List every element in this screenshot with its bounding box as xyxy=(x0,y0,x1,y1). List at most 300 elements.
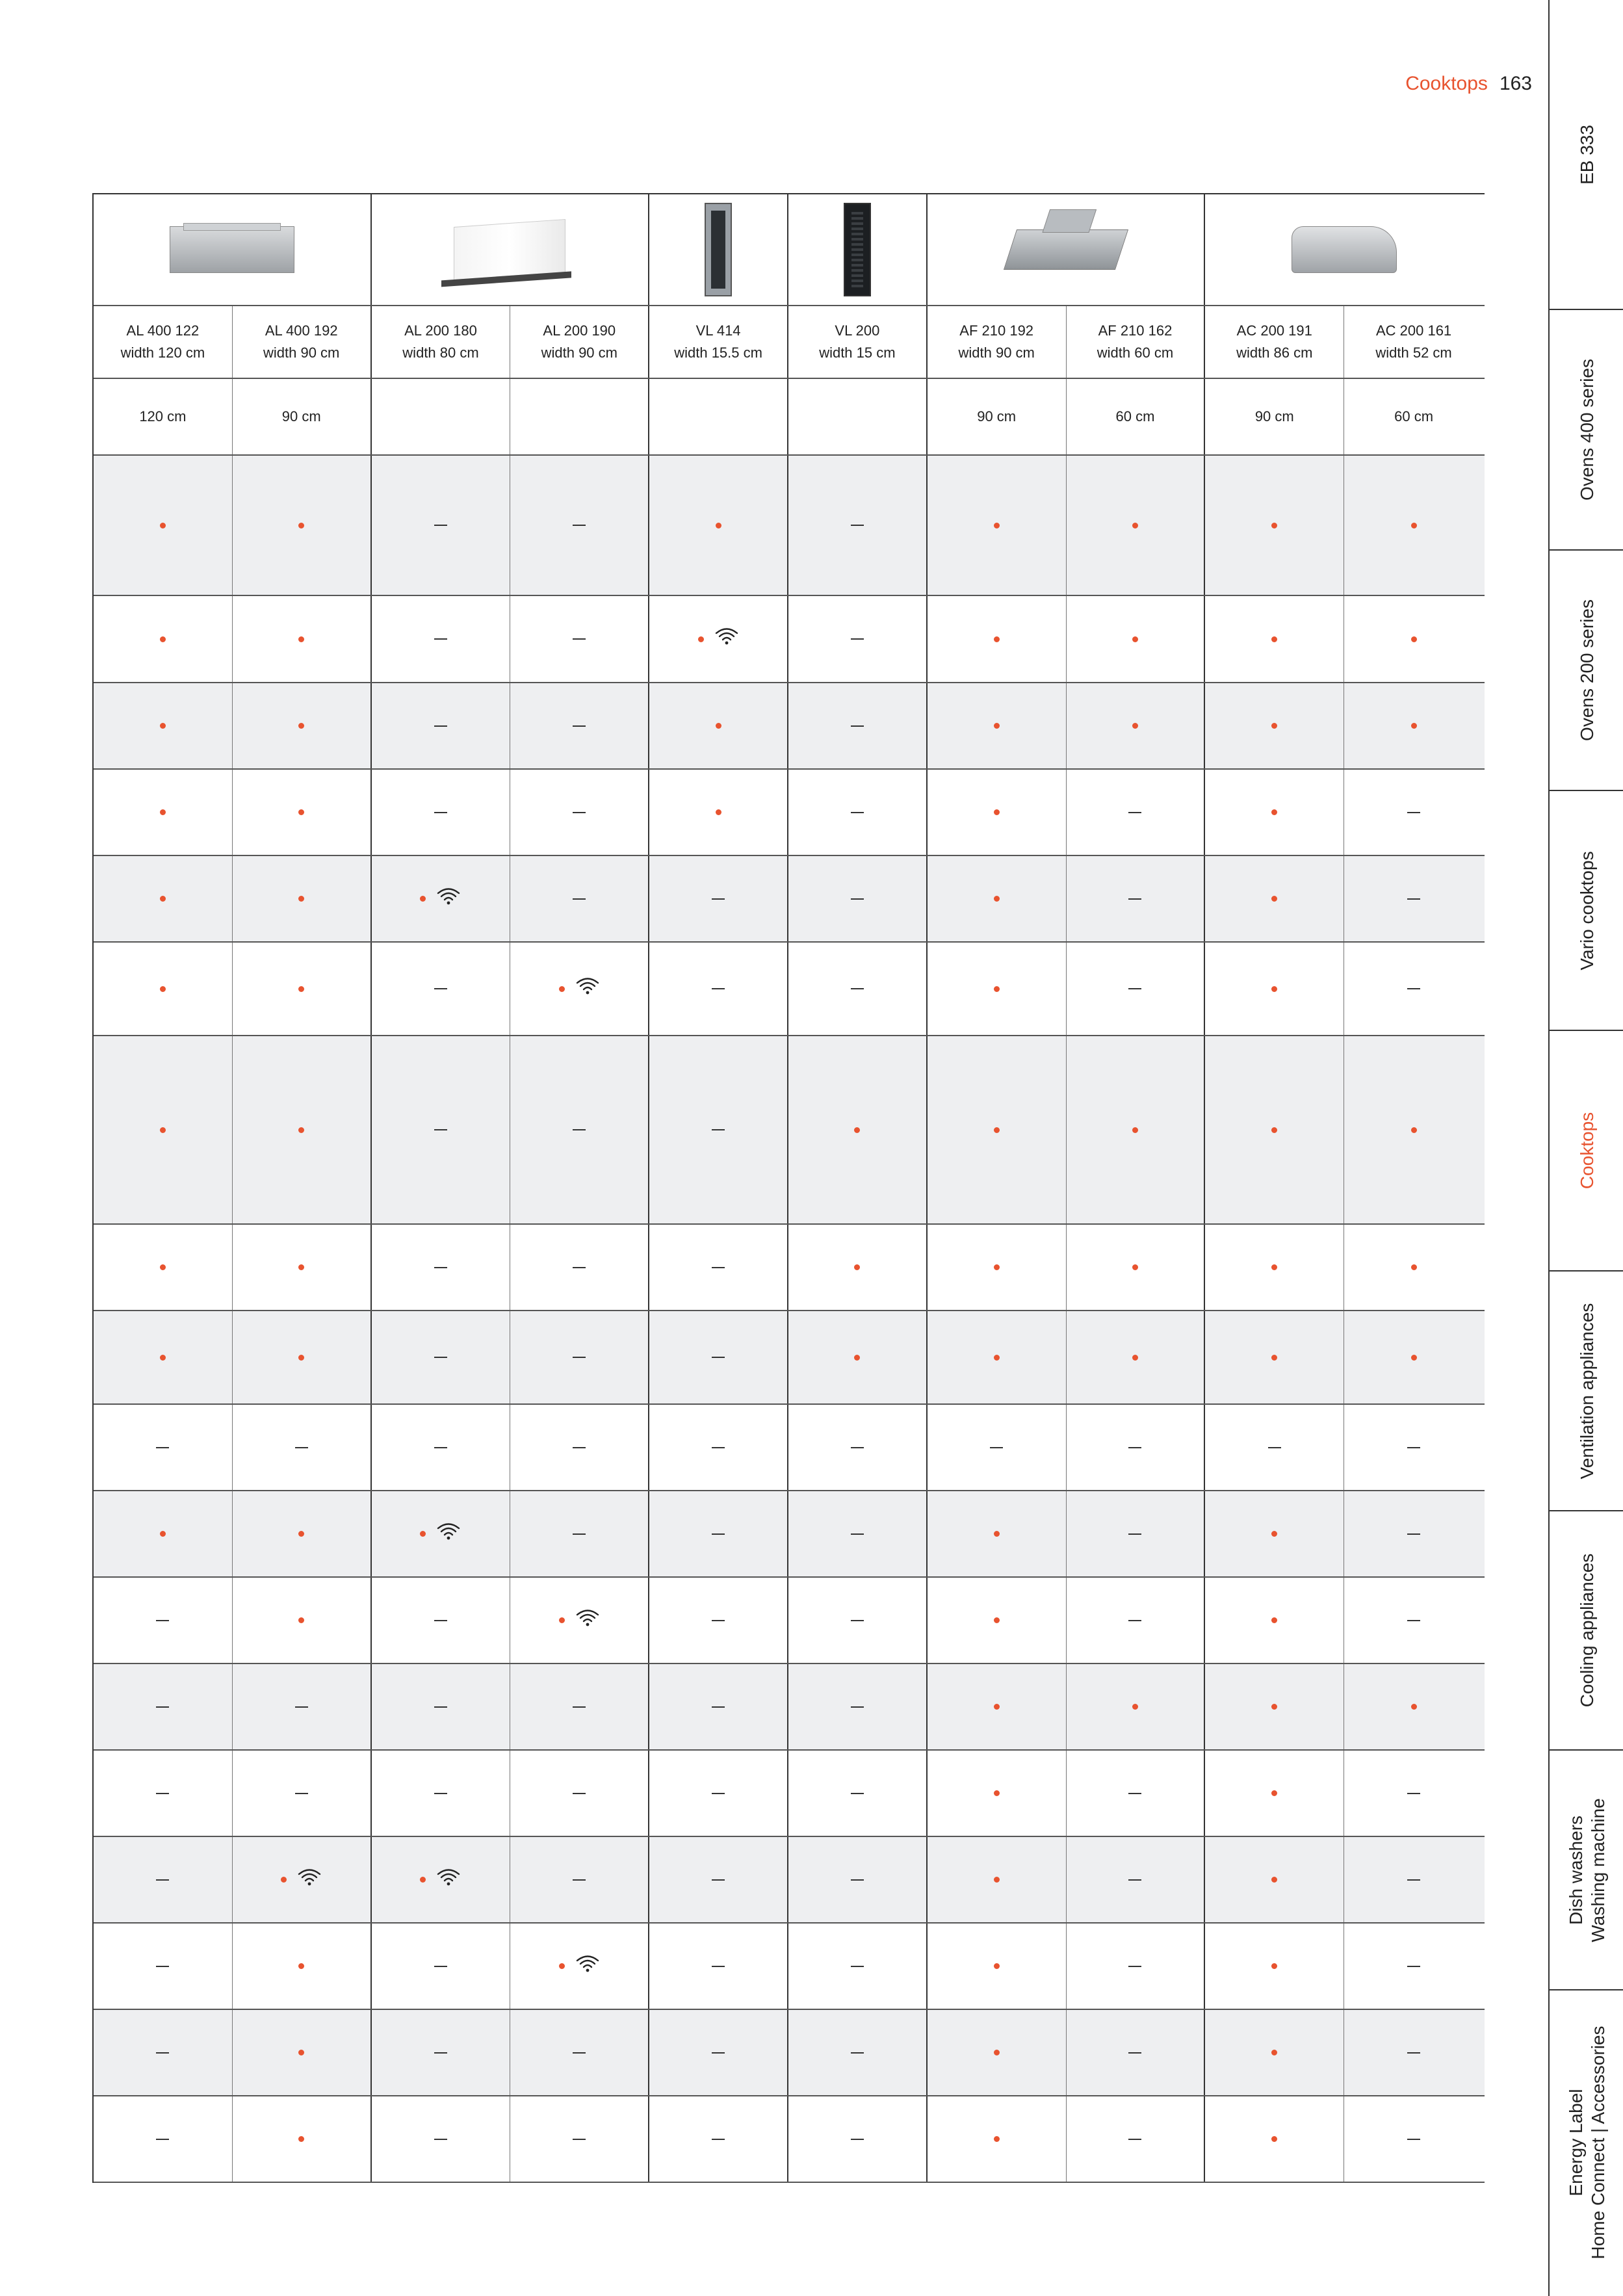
feature-dot xyxy=(994,986,1000,992)
not-available-dash xyxy=(851,812,864,813)
not-available-dash xyxy=(573,898,586,900)
feature-dot xyxy=(298,1127,304,1133)
model-name: VL 414 xyxy=(695,322,741,339)
model-width: width 80 cm xyxy=(402,345,479,361)
model-name: VL 200 xyxy=(835,322,880,339)
feature-cell xyxy=(1205,2096,1344,2182)
feature-cell xyxy=(928,1924,1067,2009)
feature-cell xyxy=(1067,1924,1206,2009)
home-connect-feature xyxy=(420,1521,461,1547)
tab-label-line: Cooling appliances xyxy=(1576,1553,1597,1708)
cooktop-width-value: 90 cm xyxy=(977,408,1017,424)
not-available-dash xyxy=(851,638,864,640)
model-name: AL 400 192 xyxy=(265,322,338,339)
tab-label-line: Ovens 200 series xyxy=(1576,599,1597,741)
feature-cell xyxy=(510,2096,649,2182)
not-available-dash xyxy=(434,2052,447,2054)
feature-cell xyxy=(233,1491,372,1576)
feature-dot xyxy=(698,636,704,642)
section-tab-dish-washers[interactable] xyxy=(1550,1751,1623,1990)
feature-cell xyxy=(510,1924,649,2009)
feature-cell xyxy=(510,943,649,1035)
cooktop-width-cell xyxy=(233,379,372,454)
feature-cell xyxy=(1067,1751,1206,1836)
section-tab-ovens-400-series[interactable] xyxy=(1550,310,1623,551)
feature-row xyxy=(94,2010,1485,2096)
feature-cell xyxy=(510,1036,649,1223)
feature-cell xyxy=(1067,1311,1206,1403)
feature-dot xyxy=(1411,636,1417,642)
feature-cell xyxy=(788,2010,928,2095)
feature-cell xyxy=(233,683,372,768)
feature-dot xyxy=(559,1617,565,1623)
feature-dot xyxy=(994,1355,1000,1361)
feature-cell xyxy=(788,1578,928,1663)
feature-dot xyxy=(1271,1963,1277,1969)
feature-dot xyxy=(1271,1617,1277,1623)
feature-dot xyxy=(559,1963,565,1969)
home-connect-wifi-icon xyxy=(436,886,461,912)
feature-cell xyxy=(1205,456,1344,595)
not-available-dash xyxy=(1128,1793,1141,1794)
feature-cell xyxy=(788,1751,928,1836)
not-available-dash xyxy=(1407,2052,1420,2054)
feature-cell xyxy=(233,596,372,682)
feature-cell xyxy=(649,770,788,855)
feature-cell xyxy=(372,456,511,595)
feature-cell xyxy=(649,1036,788,1223)
feature-cell xyxy=(94,683,233,768)
feature-cell xyxy=(510,1578,649,1663)
tab-label xyxy=(1576,1554,1598,1708)
not-available-dash xyxy=(573,725,586,727)
feature-cell xyxy=(1205,1405,1344,1490)
tab-label-line: Dish washers xyxy=(1565,1815,1586,1925)
feature-cell xyxy=(1344,1837,1483,1922)
not-available-dash xyxy=(1128,1879,1141,1881)
tab-label-line: Ventilation appliances xyxy=(1576,1303,1597,1479)
feature-cell xyxy=(928,2096,1067,2182)
feature-cell xyxy=(510,1225,649,1310)
model-width: width 90 cm xyxy=(958,345,1035,361)
feature-cell xyxy=(1067,1491,1206,1576)
not-available-dash xyxy=(434,988,447,989)
feature-dot xyxy=(854,1127,860,1133)
feature-cell xyxy=(372,1578,511,1663)
not-available-dash xyxy=(573,1447,586,1448)
not-available-dash xyxy=(573,525,586,526)
feature-row xyxy=(94,1036,1485,1225)
feature-cell xyxy=(928,1311,1067,1403)
not-available-dash xyxy=(712,1447,725,1448)
feature-cell xyxy=(372,943,511,1035)
feature-dot xyxy=(1271,1264,1277,1270)
feature-cell xyxy=(94,1225,233,1310)
feature-cell xyxy=(1344,596,1483,682)
home-connect-feature xyxy=(281,1867,322,1893)
feature-cell xyxy=(372,2010,511,2095)
feature-cell xyxy=(233,1751,372,1836)
feature-cell xyxy=(94,856,233,941)
feature-row xyxy=(94,1924,1485,2010)
cooktop-width-value: 60 cm xyxy=(1115,408,1155,424)
feature-dot xyxy=(420,896,426,902)
product-image-cell xyxy=(94,194,372,305)
feature-cell xyxy=(928,456,1067,595)
feature-cell xyxy=(372,1751,511,1836)
not-available-dash xyxy=(434,1966,447,1967)
not-available-dash xyxy=(434,1706,447,1708)
feature-dot xyxy=(1411,1127,1417,1133)
feature-cell xyxy=(788,456,928,595)
not-available-dash xyxy=(1407,2139,1420,2140)
feature-dot xyxy=(160,523,166,528)
cooktop-width-cell xyxy=(928,379,1067,454)
feature-dot xyxy=(298,2136,304,2142)
feature-dot xyxy=(1411,723,1417,729)
not-available-dash xyxy=(1407,1966,1420,1967)
product-image-cell xyxy=(788,194,928,305)
not-available-dash xyxy=(434,1620,447,1621)
not-available-dash xyxy=(156,1966,169,1967)
feature-cell xyxy=(510,1491,649,1576)
home-connect-wifi-icon xyxy=(436,1521,461,1547)
model-cell xyxy=(788,306,928,378)
feature-cell xyxy=(928,1225,1067,1310)
feature-dot xyxy=(1411,1355,1417,1361)
feature-dot xyxy=(1132,1355,1138,1361)
cooktop-width-value: 90 cm xyxy=(1254,408,1294,424)
section-tab-ovens-200-series[interactable] xyxy=(1550,551,1623,791)
not-available-dash xyxy=(434,638,447,640)
model-cell xyxy=(928,306,1067,378)
not-available-dash xyxy=(712,1357,725,1358)
feature-dot xyxy=(160,1531,166,1537)
tab-label xyxy=(1565,1798,1609,1942)
feature-cell xyxy=(1205,1751,1344,1836)
product-image-cell xyxy=(1205,194,1483,305)
not-available-dash xyxy=(712,2139,725,2140)
feature-cell xyxy=(1205,1491,1344,1576)
feature-cell xyxy=(649,596,788,682)
feature-dot xyxy=(1132,636,1138,642)
feature-cell xyxy=(928,1491,1067,1576)
feature-cell xyxy=(510,2010,649,2095)
not-available-dash xyxy=(1128,2052,1141,2054)
model-width: width 120 cm xyxy=(120,345,205,361)
feature-cell xyxy=(1205,1311,1344,1403)
feature-dot xyxy=(298,723,304,729)
feature-dot xyxy=(1411,1704,1417,1710)
feature-cell xyxy=(510,1751,649,1836)
feature-dot xyxy=(160,1127,166,1133)
feature-dot xyxy=(298,1264,304,1270)
feature-cell xyxy=(1205,596,1344,682)
feature-row xyxy=(94,2096,1485,2183)
feature-dot xyxy=(1132,1704,1138,1710)
feature-cell xyxy=(372,1924,511,2009)
feature-dot xyxy=(994,523,1000,528)
feature-cell xyxy=(928,1578,1067,1663)
cooktop-width-cell xyxy=(649,379,788,454)
feature-dot xyxy=(298,1531,304,1537)
feature-dot xyxy=(160,636,166,642)
feature-cell xyxy=(1344,1036,1483,1223)
feature-cell xyxy=(233,856,372,941)
feature-dot xyxy=(160,723,166,729)
feature-dot xyxy=(1271,1127,1277,1133)
comparison-table xyxy=(92,193,1485,2183)
feature-row xyxy=(94,943,1485,1036)
not-available-dash xyxy=(434,2139,447,2140)
not-available-dash xyxy=(851,1533,864,1535)
feature-cell xyxy=(1344,856,1483,941)
feature-cell xyxy=(649,1405,788,1490)
feature-row xyxy=(94,856,1485,943)
feature-cell xyxy=(928,1751,1067,1836)
feature-dot xyxy=(1271,1355,1277,1361)
not-available-dash xyxy=(1128,1533,1141,1535)
feature-dot xyxy=(298,896,304,902)
not-available-dash xyxy=(573,812,586,813)
feature-cell xyxy=(233,1405,372,1490)
feature-cell xyxy=(788,856,928,941)
model-cell xyxy=(233,306,372,378)
feature-cell xyxy=(1344,1664,1483,1749)
not-available-dash xyxy=(156,1706,169,1708)
cooktop-width-cell xyxy=(372,379,511,454)
feature-cell xyxy=(1067,1578,1206,1663)
not-available-dash xyxy=(1407,1879,1420,1881)
feature-cell xyxy=(649,683,788,768)
feature-cell xyxy=(788,1924,928,2009)
feature-cell xyxy=(1205,1664,1344,1749)
model-width: width 60 cm xyxy=(1097,345,1174,361)
section-tab-ventilation-appliances[interactable] xyxy=(1550,1272,1623,1511)
model-name: AC 200 161 xyxy=(1375,322,1452,339)
not-available-dash xyxy=(573,1533,586,1535)
feature-cell xyxy=(94,770,233,855)
model-width: width 90 cm xyxy=(263,345,340,361)
feature-cell xyxy=(649,1664,788,1749)
not-available-dash xyxy=(295,1793,308,1794)
feature-cell xyxy=(1344,1311,1483,1403)
not-available-dash xyxy=(573,1706,586,1708)
feature-cell xyxy=(649,1578,788,1663)
feature-cell xyxy=(94,943,233,1035)
feature-cell xyxy=(233,2010,372,2095)
section-title: Cooktops xyxy=(1405,73,1488,94)
model-name: AF 210 192 xyxy=(959,322,1034,339)
hood-ac200-image xyxy=(1292,226,1397,273)
feature-dot xyxy=(994,2136,1000,2142)
feature-dot xyxy=(994,809,1000,815)
feature-cell xyxy=(649,1924,788,2009)
tab-label xyxy=(1565,2026,1609,2260)
not-available-dash xyxy=(573,638,586,640)
model-cell xyxy=(649,306,788,378)
not-available-dash xyxy=(1407,1620,1420,1621)
feature-dot xyxy=(160,986,166,992)
feature-dot xyxy=(281,1877,287,1883)
feature-cell xyxy=(1344,1578,1483,1663)
not-available-dash xyxy=(712,1129,725,1130)
feature-cell xyxy=(928,683,1067,768)
feature-cell xyxy=(94,1311,233,1403)
feature-cell xyxy=(233,456,372,595)
not-available-dash xyxy=(295,1706,308,1708)
page-header xyxy=(1405,73,1532,95)
feature-cell xyxy=(1205,1924,1344,2009)
feature-row xyxy=(94,770,1485,856)
not-available-dash xyxy=(851,725,864,727)
model-width: width 90 cm xyxy=(541,345,617,361)
feature-dot xyxy=(994,723,1000,729)
not-available-dash xyxy=(1407,812,1420,813)
feature-cell xyxy=(788,596,928,682)
section-tab-bar xyxy=(1548,0,1623,2296)
feature-cell xyxy=(788,1225,928,1310)
model-cell xyxy=(510,306,649,378)
section-tab-cooktops[interactable] xyxy=(1550,1031,1623,1272)
section-tab-cooling-appliances[interactable] xyxy=(1550,1511,1623,1751)
feature-cell xyxy=(1067,683,1206,768)
not-available-dash xyxy=(434,1129,447,1130)
home-connect-wifi-icon xyxy=(575,976,600,1002)
feature-cell xyxy=(649,1311,788,1403)
feature-cell xyxy=(649,456,788,595)
feature-dot xyxy=(994,636,1000,642)
model-cell xyxy=(94,306,233,378)
not-available-dash xyxy=(573,1129,586,1130)
home-connect-wifi-icon xyxy=(575,1953,600,1979)
not-available-dash xyxy=(712,988,725,989)
not-available-dash xyxy=(851,1793,864,1794)
feature-dot xyxy=(854,1355,860,1361)
not-available-dash xyxy=(712,1620,725,1621)
cooktop-width-cell xyxy=(788,379,928,454)
feature-cell xyxy=(1344,770,1483,855)
not-available-dash xyxy=(1407,1447,1420,1448)
feature-cell xyxy=(928,1405,1067,1490)
feature-dot xyxy=(716,809,721,815)
feature-dot xyxy=(994,1617,1000,1623)
feature-dot xyxy=(1132,1127,1138,1133)
feature-row xyxy=(94,1311,1485,1405)
not-available-dash xyxy=(712,1793,725,1794)
feature-dot xyxy=(994,1127,1000,1133)
feature-cell xyxy=(928,2010,1067,2095)
feature-cell xyxy=(94,596,233,682)
vent-vl414-image xyxy=(705,203,732,296)
feature-dot xyxy=(1411,1264,1417,1270)
feature-cell xyxy=(233,1036,372,1223)
feature-cell xyxy=(510,1405,649,1490)
feature-cell xyxy=(788,1036,928,1223)
tab-label xyxy=(1576,125,1598,185)
not-available-dash xyxy=(851,1879,864,1881)
model-name: AF 210 162 xyxy=(1098,322,1173,339)
not-available-dash xyxy=(851,1966,864,1967)
model-cell xyxy=(1067,306,1206,378)
section-tab-vario-cooktops[interactable] xyxy=(1550,791,1623,1031)
not-available-dash xyxy=(851,1447,864,1448)
not-available-dash xyxy=(851,1620,864,1621)
feature-cell xyxy=(1344,1491,1483,1576)
not-available-dash xyxy=(712,898,725,900)
tab-label-line: Energy Label xyxy=(1565,2089,1586,2197)
cooktop-width-row xyxy=(94,379,1485,456)
feature-dot xyxy=(298,523,304,528)
feature-cell xyxy=(1067,596,1206,682)
not-available-dash xyxy=(434,525,447,526)
feature-cell xyxy=(1205,683,1344,768)
feature-cell xyxy=(1205,1225,1344,1310)
feature-cell xyxy=(233,770,372,855)
not-available-dash xyxy=(851,1706,864,1708)
feature-cell xyxy=(94,1491,233,1576)
not-available-dash xyxy=(712,2052,725,2054)
model-width: width 86 cm xyxy=(1236,345,1313,361)
cooktop-width-cell xyxy=(510,379,649,454)
feature-cell xyxy=(788,1837,928,1922)
feature-dot xyxy=(298,2050,304,2055)
feature-cell xyxy=(1344,2010,1483,2095)
not-available-dash xyxy=(851,2052,864,2054)
feature-cell xyxy=(94,1405,233,1490)
feature-cell xyxy=(649,1751,788,1836)
feature-cell xyxy=(1067,2096,1206,2182)
feature-cell xyxy=(372,596,511,682)
model-name: AL 200 180 xyxy=(404,322,477,339)
not-available-dash xyxy=(573,1879,586,1881)
feature-dot xyxy=(716,523,721,528)
feature-dot xyxy=(559,986,565,992)
feature-cell xyxy=(788,943,928,1035)
feature-row xyxy=(94,1578,1485,1664)
not-available-dash xyxy=(1128,898,1141,900)
section-tab-energy-label[interactable] xyxy=(1550,1990,1623,2295)
feature-dot xyxy=(994,1264,1000,1270)
model-width: width 15 cm xyxy=(819,345,896,361)
home-connect-wifi-icon xyxy=(436,1867,461,1893)
feature-dot xyxy=(160,1264,166,1270)
section-tab-eb-333[interactable] xyxy=(1550,0,1623,310)
not-available-dash xyxy=(851,525,864,526)
home-connect-wifi-icon xyxy=(714,626,739,652)
product-image-cell xyxy=(928,194,1206,305)
feature-cell xyxy=(788,1664,928,1749)
not-available-dash xyxy=(156,1879,169,1881)
feature-cell xyxy=(94,2096,233,2182)
feature-cell xyxy=(372,1664,511,1749)
feature-cell xyxy=(1344,943,1483,1035)
tab-label-line: Washing machine xyxy=(1587,1797,1608,1942)
feature-row xyxy=(94,1751,1485,1837)
feature-dot xyxy=(420,1877,426,1883)
tab-label xyxy=(1576,359,1598,501)
feature-dot xyxy=(1271,1531,1277,1537)
hood-af210-image xyxy=(1004,229,1128,270)
tab-label xyxy=(1576,851,1598,970)
cooktop-width-cell xyxy=(1205,379,1344,454)
feature-dot xyxy=(1271,636,1277,642)
feature-cell xyxy=(510,1837,649,1922)
feature-cell xyxy=(1205,1837,1344,1922)
feature-cell xyxy=(372,770,511,855)
feature-cell xyxy=(649,943,788,1035)
feature-dot xyxy=(160,809,166,815)
